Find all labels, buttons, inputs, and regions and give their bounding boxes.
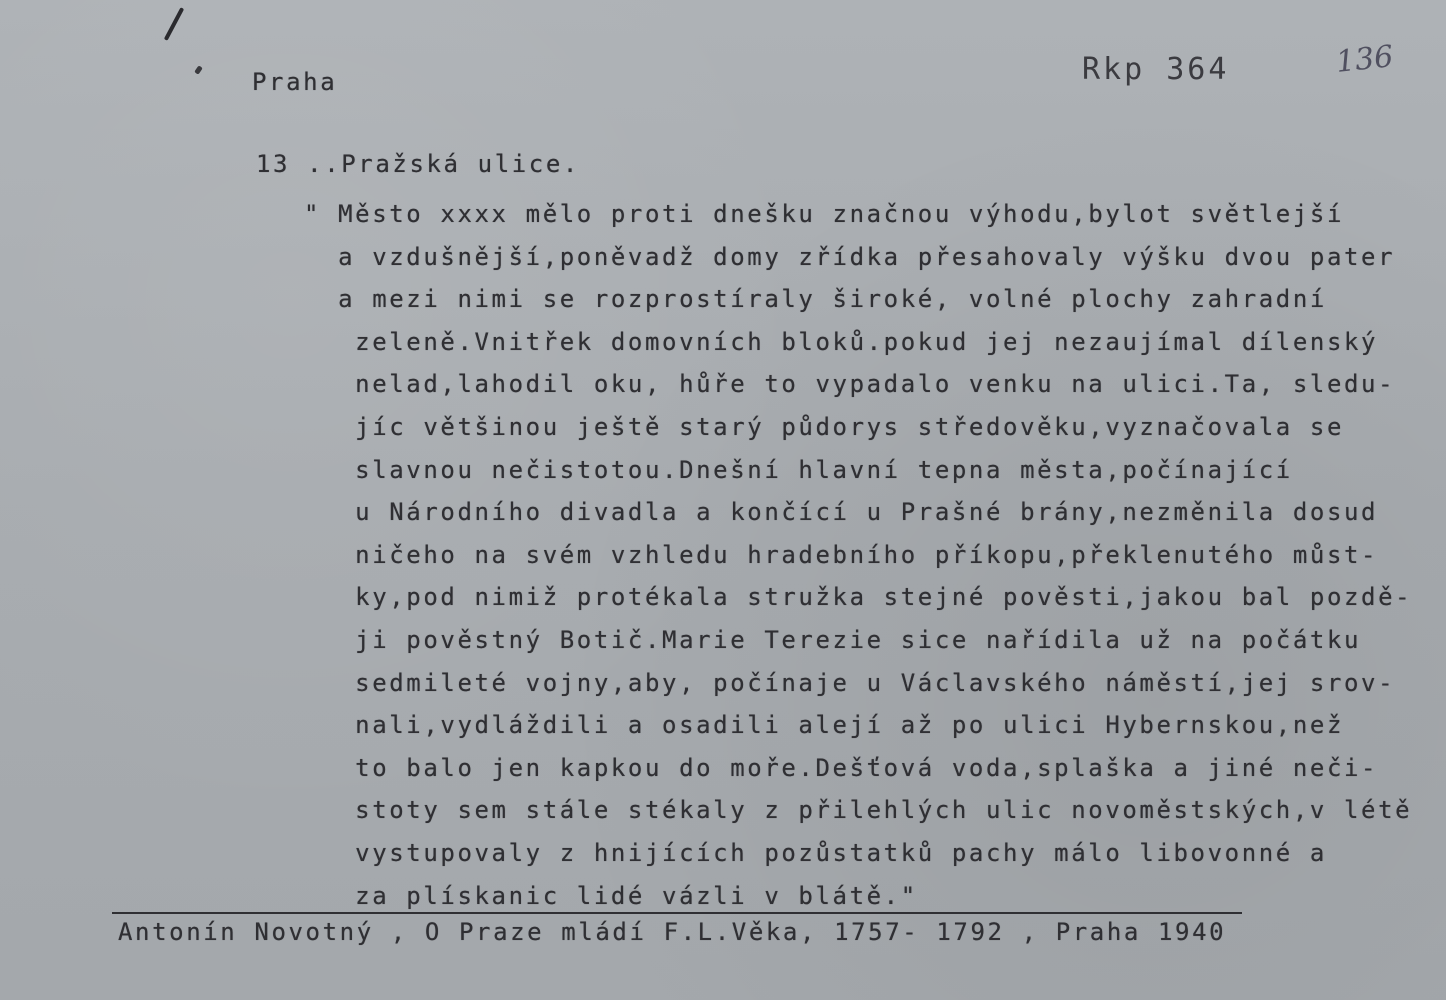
folio-number: 136 [1334,39,1395,80]
text-line: to balo jen kapkou do moře.Dešťová voda,splaška a jiné neči- [304,753,1379,782]
source-citation: Antonín Novotný , O Praze mládí F.L.Věka, 1757- 1792 , Praha 1940 [118,918,1227,946]
text-line: a vzdušnější,poněvadž domy zřídka přesahovaly výšku dvou pater [304,242,1396,271]
text-line: vystupovaly z hnijících pozůstatků pachy málo libovonné a [304,838,1327,867]
text-line: ji pověstný Botič.Marie Terezie sice nařídila už na počátku [304,625,1362,654]
text-line: ky,pod nimiž protékala stružka stejné pověsti,jakou bal pozdě- [304,583,1413,612]
text-line: nelad,lahodil oku, hůře to vypadalo venku na ulici.Ta, sledu- [304,370,1396,399]
quotation-body [304,193,1412,917]
text-line: ničeho na svém vzhledu hradebního příkopu,překlenutého můst- [304,540,1379,569]
text-line: a mezi nimi se rozprostíraly široké, volné plochy zahradní [304,285,1327,314]
text-line: stoty sem stále stékaly z přilehlých ulic novoměstských,v létě [304,796,1413,825]
text-line: zeleně.Vnitřek domovních bloků.pokud jej nezaujímal dílenský [304,327,1379,356]
corner-ink-mark [164,7,184,41]
text-line: nali,vydláždili a osadili alejí až po ulici Hybernskou,než [304,711,1345,740]
section-heading: 13 ..Pražská ulice. [256,150,580,178]
text-line: u Národního divadla a končící u Prašné brány,nezměnila dosud [304,498,1379,527]
text-line: sedmileté vojny,aby, počínaje u Václavského náměstí,jej srov- [304,668,1396,697]
text-line: jíc většinou ještě starý půdorys středověku,vyznačovala se [304,412,1345,441]
footer-divider [112,912,1242,914]
text-line: slavnou nečistotou.Dnešní hlavní tepna města,počínající [304,455,1293,484]
corner-ink-dot [194,65,203,74]
shelfmark-stamp: Rkp 364 [1082,52,1230,87]
place-heading: Praha [252,68,338,96]
text-line: za plískanic lidé vázli v blátě." [304,881,918,910]
text-line: " Město xxxx mělo proti dnešku značnou výhodu,bylot světlejší [304,200,1345,228]
